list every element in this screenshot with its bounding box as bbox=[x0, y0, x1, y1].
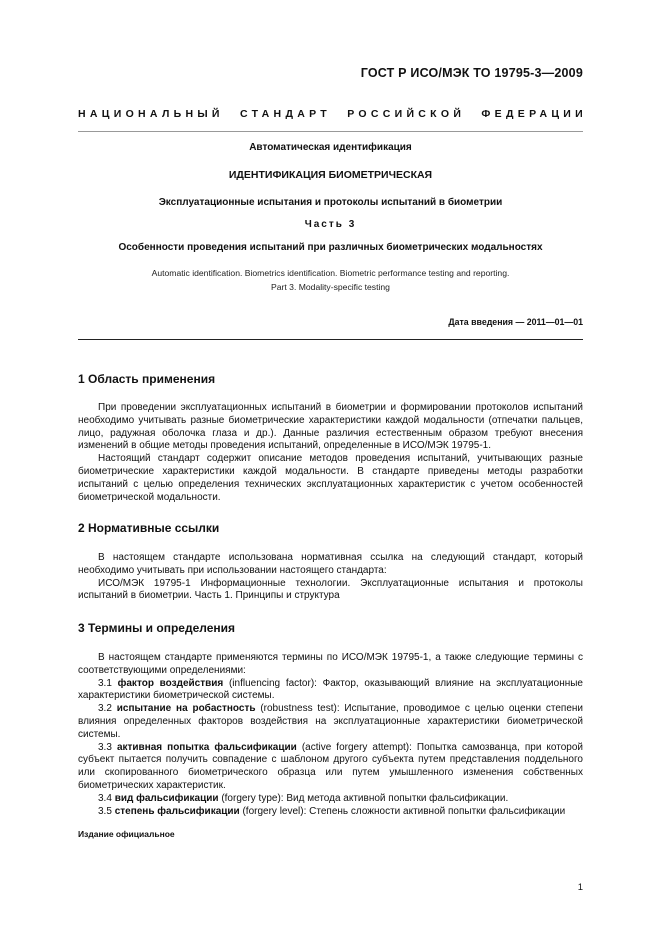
term-definition: (influencing factor): Фактор, оказывающий влияние на эксплуатационные характеристики биометрической системы. bbox=[78, 677, 583, 702]
introduction-date: Дата введения — 2011—01—01 bbox=[448, 317, 583, 327]
english-title bbox=[78, 266, 583, 294]
date-rule bbox=[78, 339, 583, 340]
section-1-heading: 1 Область применения bbox=[78, 372, 216, 386]
paragraph: Настоящий стандарт содержит описание методов проведения испытаний, учитывающих разные биометрические характеристики каждой модальности. В стандарте приведены методы разработки испытаний с целью определения технических эксплуатационных характеристик с учетом особенностей биометрической модальности. bbox=[78, 453, 583, 503]
paragraph: В настоящем стандарте применяются термины по ИСО/МЭК 19795-1, а также следующие термины с соответствующими определениями: bbox=[78, 652, 583, 676]
english-title-line-1: Automatic identification. Biometrics identification. Biometric performance testing and reporting. bbox=[151, 268, 510, 278]
paragraph: В настоящем стандарте использована нормативная ссылка на следующий стандарт, который необходимо учитывать при использовании настоящего стандарта: bbox=[78, 552, 583, 576]
term-name: фактор воздействия bbox=[117, 677, 224, 689]
title-line-3: Эксплуатационные испытания и протоколы испытаний в биометрии bbox=[158, 197, 503, 208]
term-entry bbox=[78, 703, 583, 741]
title-line-1: Автоматическая идентификация bbox=[249, 142, 412, 153]
title-line-5: Особенности проведения испытаний при различных биометрических модальностях bbox=[118, 242, 543, 253]
term-name: степень фальсификации bbox=[114, 805, 240, 817]
english-title-line-2: Part 3. Modality-specific testing bbox=[271, 282, 390, 292]
term-definition: (forgery type): Вид метода активной попытки фальсификации. bbox=[218, 792, 509, 804]
banner-word: СТАНДАРТ bbox=[240, 108, 331, 120]
term-entry bbox=[78, 806, 583, 819]
term-entry bbox=[78, 678, 583, 704]
term-entry bbox=[78, 742, 583, 793]
section-2-heading: 2 Нормативные ссылки bbox=[78, 521, 220, 535]
title-part: Часть 3 bbox=[304, 219, 357, 230]
header-rule bbox=[78, 131, 583, 132]
section-3-body bbox=[78, 652, 583, 818]
section-3-heading: 3 Термины и определения bbox=[78, 621, 236, 635]
standard-code: ГОСТ Р ИСО/МЭК ТО 19795-3—2009 bbox=[360, 66, 583, 80]
banner-word: РОССИЙСКОЙ bbox=[347, 108, 466, 120]
term-number: 3.1 bbox=[98, 677, 112, 689]
term-number: 3.4 bbox=[98, 792, 112, 804]
page-number: 1 bbox=[577, 882, 583, 893]
official-edition-label: Издание официальное bbox=[78, 829, 175, 839]
term-definition: (robustness test): Испытание, проводимое с целью оценки степени влияния определенных факторов воздействия на эксплуатационные характеристики биометрической системы. bbox=[78, 703, 584, 740]
banner-word: НАЦИОНАЛЬНЫЙ bbox=[78, 108, 224, 120]
term-number: 3.5 bbox=[98, 805, 112, 817]
national-standard-banner bbox=[78, 108, 587, 120]
paragraph: При проведении эксплуатационных испытаний в биометрии и формировании протоколов испытаний необходимо учитывать разные биометрические характеристики каждой модальности (отпечатки пальцев, лицо, радужная оболочка глаза и др.). Данные различия естественным образом требуют внесения изменений в общие методы проведения испытаний, определенные в ИСО/МЭК 19795-1. bbox=[78, 402, 583, 452]
term-definition: (active forgery attempt): Попытка самозванца, при которой субъект пытается получить совпадение с шаблоном другого субъекта путем представления поддельного или скопированного биометрического образца или путем умышленного изменения собственных биометрических характеристик. bbox=[78, 741, 584, 791]
term-entry bbox=[78, 793, 583, 806]
section-1-body bbox=[78, 402, 583, 504]
title-line-2: ИДЕНТИФИКАЦИЯ БИОМЕТРИЧЕСКАЯ bbox=[228, 169, 433, 181]
term-number: 3.2 bbox=[98, 703, 112, 715]
term-name: активная попытка фальсификации bbox=[116, 741, 297, 753]
term-name: вид фальсификации bbox=[114, 792, 219, 804]
term-number: 3.3 bbox=[98, 741, 112, 753]
section-2-body bbox=[78, 552, 583, 603]
banner-word: ФЕДЕРАЦИИ bbox=[481, 108, 587, 120]
term-name: испытание на робастность bbox=[116, 703, 256, 715]
paragraph: ИСО/МЭК 19795-1 Информационные технологии. Эксплуатационные испытания и протоколы испытаний в биометрии. Часть 1. Принципы и структура bbox=[78, 577, 583, 602]
term-definition: (forgery level): Степень сложности активной попытки фальсификации bbox=[239, 805, 566, 817]
